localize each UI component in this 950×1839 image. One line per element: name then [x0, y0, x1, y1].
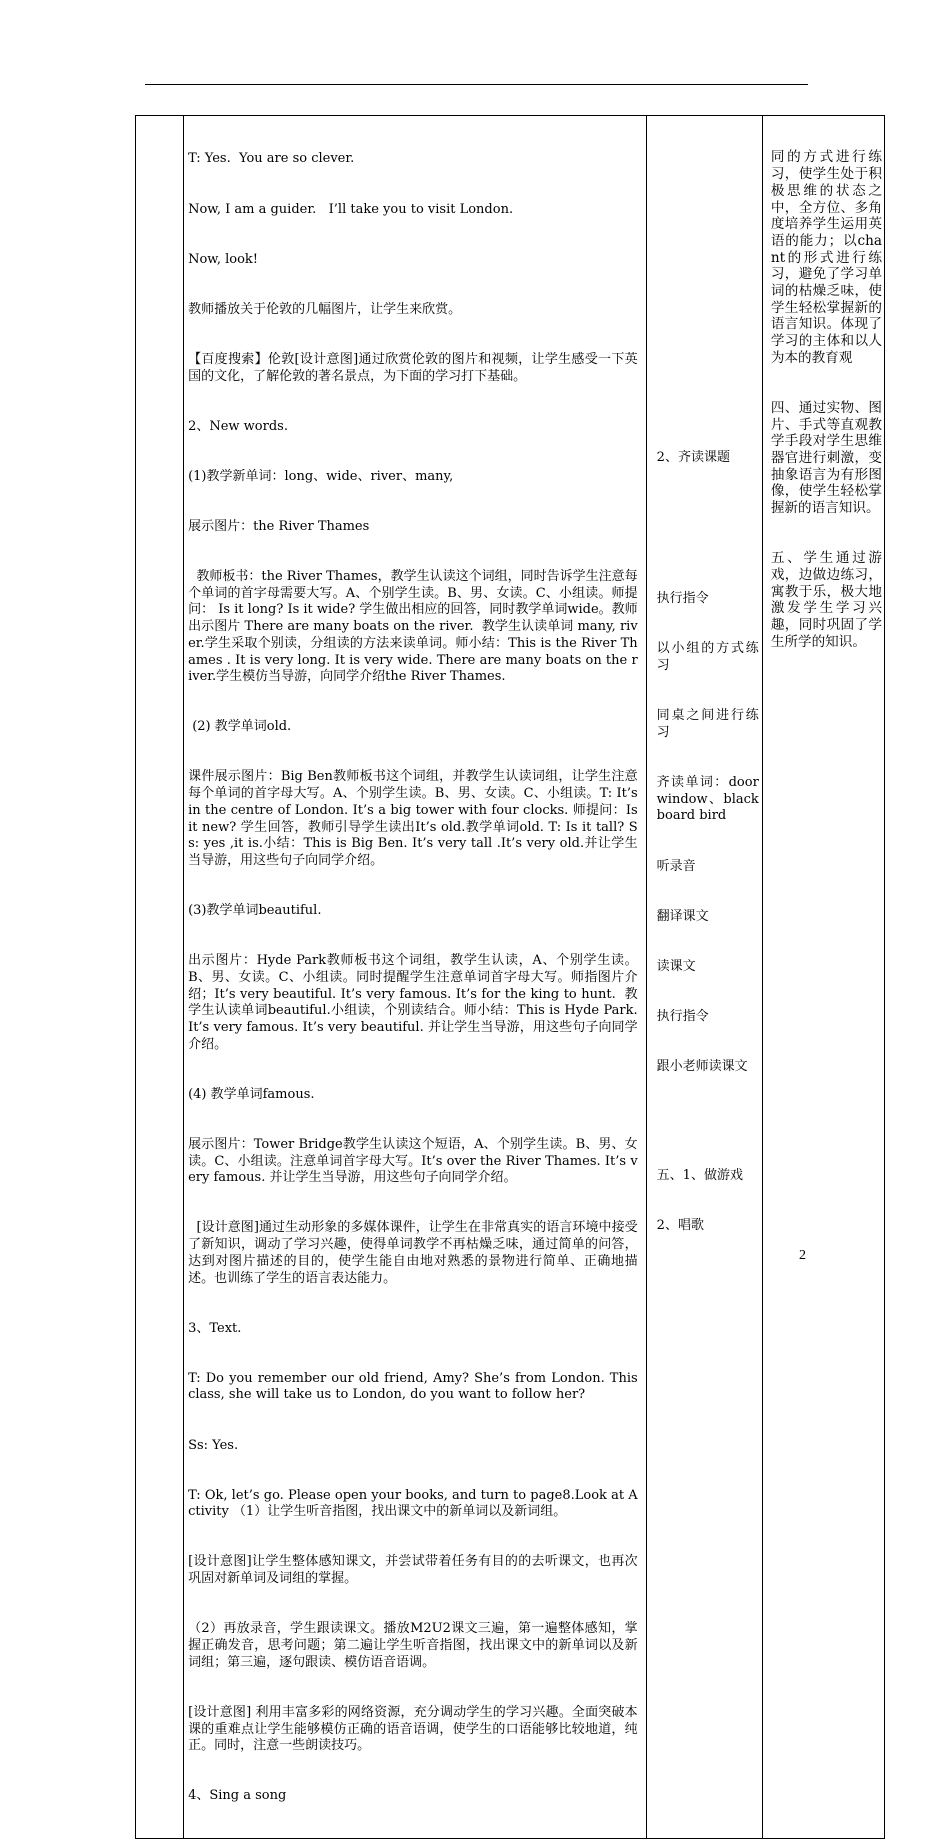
page-number: 2	[799, 1248, 806, 1263]
teaching-process-cell	[184, 116, 647, 1839]
main-line: Now, look!	[188, 251, 259, 267]
main-line: 教师播放关于伦敦的几幅图片，让学生来欣赏。	[188, 301, 462, 317]
activity-line: 跟小老师读课文	[656, 1059, 748, 1075]
lesson-plan-table	[135, 115, 885, 1839]
activity-line: 听录音	[656, 858, 696, 874]
main-line: 展示图片：Tower Bridge教学生认读这个短语，A、个别学生读。B、男、女读。C、小组读。注意单词首字母大写。It’s over the River Thames. It’s very famous. 并让学生当导游，用这些句子向同学介绍。	[188, 1136, 638, 1186]
activity-line: 2、唱歌	[656, 1217, 704, 1233]
activity-line: 执行指令	[656, 591, 709, 607]
main-line: Now, I am a guider. I’ll take you to visit London.	[188, 201, 514, 217]
activity-line: 同桌之间进行练习	[656, 708, 759, 740]
main-line: 4、Sing a song	[188, 1788, 287, 1804]
main-line: 3、Text.	[188, 1320, 242, 1336]
purpose-line: 四、通过实物、图片、手式等直观教学手段对学生思维器官进行刺激，变抽象语言为有形图像，使学生轻松掌握新的语言知识。	[770, 399, 882, 517]
main-line: T: Yes. You are so clever.	[188, 151, 355, 167]
activity-line: 五、1、做游戏	[656, 1167, 743, 1183]
empty-left-cell	[136, 116, 184, 1839]
main-line: 教师板书：the River Thames，教学生认读这个词组，同时告诉学生注意每个单词的首字母需要大写。A、个别学生读。B、男、女读。C、小组读。师提问： Is it long? Is it wide? 学生做出相应的回答，同时教学单词wide。教师出示图片 There are many boats on the river. 教学生认读单词 many, river.学生采取个别读，分组读的方法来读单词。师小结：This is the River Thames . It is very long. It is very wide. There are many boats on the river.学生模仿当导游，向同学介绍the River Thames.	[188, 568, 638, 685]
purpose-line: 五、学生通过游戏，边做边练习，寓教于乐，极大地激发学生学习兴趣，同时巩固了学生所学的知识。	[770, 550, 882, 650]
student-activity-cell	[646, 116, 762, 1839]
header-rule	[145, 84, 808, 85]
main-line: (2) 教学单词old.	[188, 719, 292, 735]
purpose-line: 同的方式进行练习，使学生处于积极思维的状态之中，全方位、多角度培养学生运用英语的能力；以chant的形式进行练习，避免了学习单词的枯燥乏味，使学生轻松掌握新的语言知识。体现了学习的主体和以人为本的教育观	[770, 149, 882, 366]
main-line: T: Do you remember our old friend, Amy? She’s from London. This class, she will take us to London, do you want to follow her?	[188, 1370, 642, 1403]
main-line: 【百度搜索】伦敦[设计意图]通过欣赏伦敦的图片和视频，让学生感受一下英国的文化，了解伦敦的著名景点，为下面的学习打下基础。	[188, 351, 638, 384]
main-line: (3)教学单词beautiful.	[188, 903, 322, 919]
main-line: 课件展示图片：Big Ben教师板书这个词组，并教学生认读词组，让学生注意每个单词的首字母大写。A、个别学生读。B、男、女读。C、小组读。T: It’s in the centre of London. It’s a big tower with four clocks. 师提问：Is it new? 学生回答，教师引导学生读出It’s old.教学单词old. T: Is it tall? Ss: yes ,it is.小结：This is Big Ben. It’s very tall .It’s very old.并让学生当导游，用这些句子向同学介绍。	[188, 769, 642, 868]
activity-line: 齐读单词：door window、blackboard bird	[656, 775, 763, 824]
activity-line: 以小组的方式练习	[656, 641, 759, 674]
main-line: [设计意图]让学生整体感知课文，并尝试带着任务有目的的去听课文，也再次巩固对新单词及词组的掌握。	[188, 1554, 638, 1587]
main-line: 出示图片：Hyde Park教师板书这个词组，教学生认读，A、个别学生读。B、男、女读。C、小组读。同时提醒学生注意单词首字母大写。师指图片介绍；It’s very beautiful. It’s very famous. It’s for the king to hunt. 教学生认读单词beautiful.小组读，个别读结合。师小结：This is Hyde Park. It’s very famous. It’s very beautiful. 并让学生当导游，用这些句子向同学介绍。	[188, 953, 642, 1052]
main-line: (4) 教学单词famous.	[188, 1086, 315, 1102]
activity-line: 执行指令	[656, 1008, 709, 1024]
activity-line: 翻译课文	[656, 908, 709, 924]
main-line: 展示图片：the River Thames	[188, 518, 370, 534]
main-line: 2、New words.	[188, 418, 288, 434]
activity-line: 2、齐读课题	[656, 449, 730, 465]
main-line: [设计意图] 利用丰富多彩的网络资源，充分调动学生的学习兴趣。全面突破本课的重难点让学生能够模仿正确的语音语调，使学生的口语能够比较地道，纯正。同时，注意一些朗读技巧。	[188, 1704, 638, 1754]
main-line: (1)教学新单词：long、wide、river、many,	[188, 468, 454, 484]
design-purpose-cell	[762, 116, 884, 1839]
main-line: Ss: Yes.	[188, 1437, 239, 1453]
table-row	[136, 116, 885, 1839]
main-line: [设计意图]通过生动形象的多媒体课件，让学生在非常真实的语言环境中接受了新知识，调动了学习兴趣，使得单词教学不再枯燥乏味，通过简单的问答，达到对图片描述的目的，使学生能自由地对熟悉的景物进行简单、正确地描述。也训练了学生的语言表达能力。	[188, 1220, 638, 1286]
main-line: T: Ok, let’s go. Please open your books, and turn to page8.Look at Activity （1）让学生听音指图，找出课文中的新单词以及新词组。	[188, 1487, 638, 1520]
main-line: （2）再放录音，学生跟读课文。播放M2U2课文三遍，第一遍整体感知，掌握正确发音，思考问题；第二遍让学生听音指图，找出课文中的新单词以及新词组；第三遍，逐句跟读、模仿语音语调。	[188, 1621, 638, 1670]
activity-line: 读课文	[656, 958, 696, 974]
